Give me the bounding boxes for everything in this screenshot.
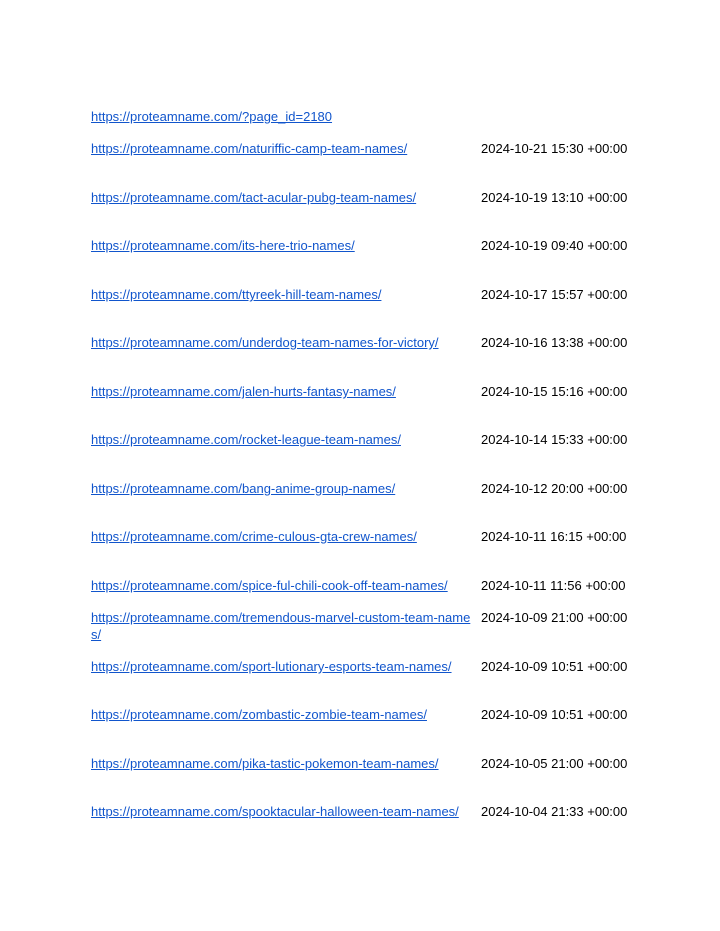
- row-link[interactable]: https://proteamname.com/rocket-league-team-names/: [91, 432, 401, 447]
- row-date: 2024-10-19 09:40 +00:00: [481, 238, 628, 253]
- row-link[interactable]: https://proteamname.com/naturiffic-camp-team-names/: [91, 141, 408, 156]
- row-link[interactable]: https://proteamname.com/jalen-hurts-fantasy-names/: [91, 384, 396, 399]
- row-date: 2024-10-05 21:00 +00:00: [481, 756, 628, 771]
- row-date: 2024-10-16 13:38 +00:00: [481, 335, 628, 350]
- header-link[interactable]: https://proteamname.com/?page_id=2180: [91, 109, 333, 124]
- row-date: 2024-10-19 13:10 +00:00: [481, 190, 628, 205]
- row-link[interactable]: https://proteamname.com/pika-tastic-pokemon-team-names/: [91, 756, 439, 771]
- row-date: 2024-10-11 16:15 +00:00: [481, 529, 627, 544]
- row-date: 2024-10-09 10:51 +00:00: [481, 707, 628, 722]
- row-link[interactable]: https://proteamname.com/its-here-trio-names/: [91, 238, 355, 253]
- row-date: 2024-10-09 10:51 +00:00: [481, 659, 628, 674]
- row-date: 2024-10-15 15:16 +00:00: [481, 384, 628, 399]
- row-date: 2024-10-14 15:33 +00:00: [481, 432, 628, 447]
- row-link[interactable]: https://proteamname.com/sport-lutionary-esports-team-names/: [91, 659, 452, 674]
- row-link[interactable]: https://proteamname.com/zombastic-zombie-team-names/: [91, 707, 427, 722]
- row-date: 2024-10-04 21:33 +00:00: [481, 804, 628, 819]
- row-link[interactable]: https://proteamname.com/tact-acular-pubg-team-names/: [91, 190, 417, 205]
- row-link[interactable]: https://proteamname.com/underdog-team-names-for-victory/: [91, 335, 439, 350]
- row-link[interactable]: https://proteamname.com/tremendous-marvel-custom-team-names/: [91, 610, 471, 642]
- row-link[interactable]: https://proteamname.com/bang-anime-group-names/: [91, 481, 396, 496]
- row-date: 2024-10-11 11:56 +00:00: [481, 578, 626, 593]
- row-date: 2024-10-12 20:00 +00:00: [481, 481, 628, 496]
- row-link[interactable]: https://proteamname.com/spice-ful-chili-cook-off-team-names/: [91, 578, 448, 593]
- row-link[interactable]: https://proteamname.com/crime-culous-gta-crew-names/: [91, 529, 417, 544]
- row-date: 2024-10-09 21:00 +00:00: [481, 610, 628, 625]
- row-link[interactable]: https://proteamname.com/spooktacular-halloween-team-names/: [91, 804, 459, 819]
- row-link[interactable]: https://proteamname.com/ttyreek-hill-team-names/: [91, 287, 382, 302]
- row-date: 2024-10-21 15:30 +00:00: [481, 141, 628, 156]
- row-date: 2024-10-17 15:57 +00:00: [481, 287, 628, 302]
